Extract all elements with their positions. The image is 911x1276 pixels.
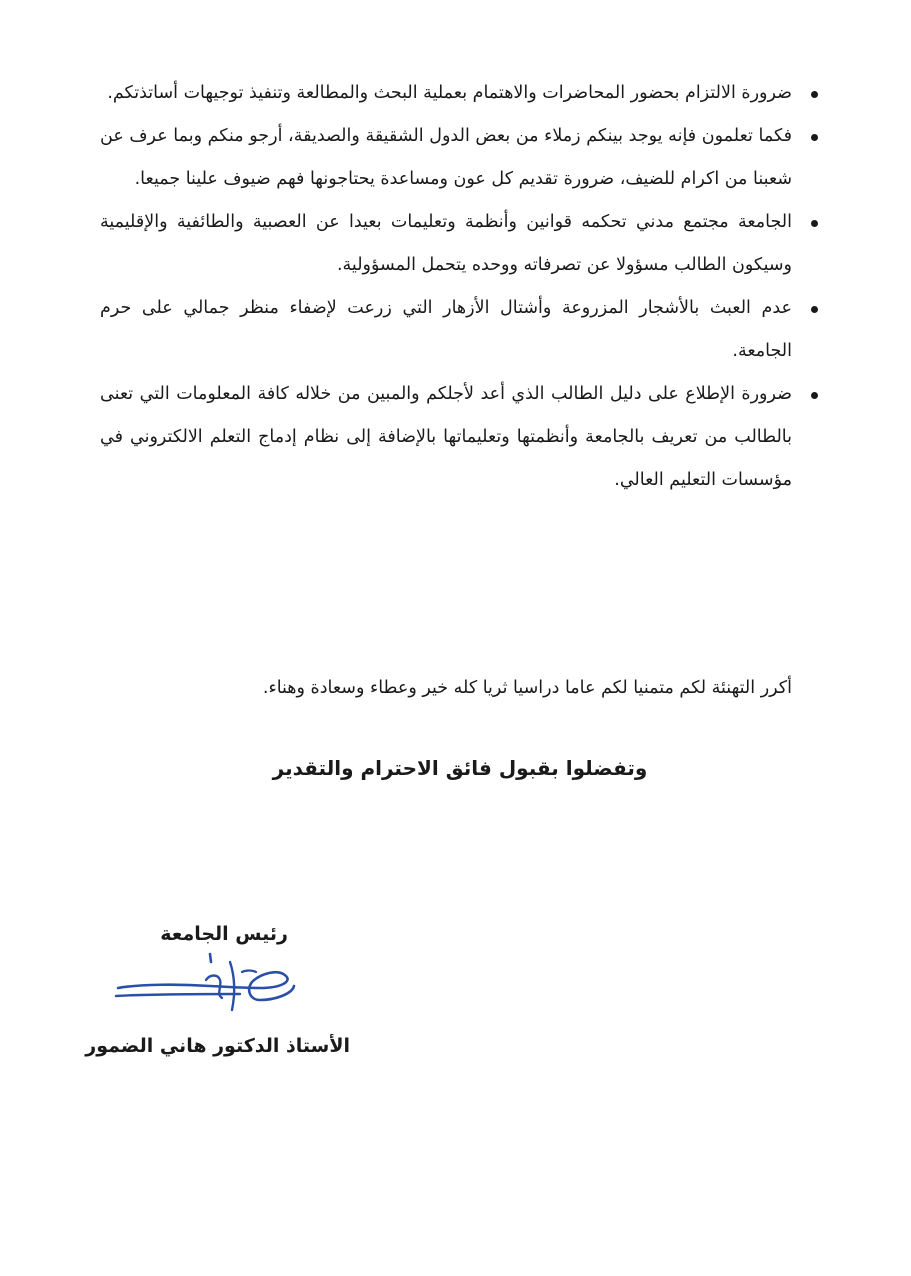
list-item <box>100 287 820 373</box>
handwritten-signature <box>110 950 300 1020</box>
list-item <box>100 115 820 201</box>
bullet-dot <box>811 134 818 141</box>
list-item-text: فكما تعلمون فإنه يوجد بينكم زملاء من بعض الدول الشقيقة والصديقة، أرجو منكم وبما عرف عن شعبنا من اكرام للضيف، ضرورة تقديم كل عون ومساعدة يحتاجونها فهم ضيوف علينا جميعا. <box>100 126 792 189</box>
bullet-dot <box>811 91 818 98</box>
bullet-dot <box>811 306 818 313</box>
list-item <box>100 373 820 502</box>
bullet-dot <box>811 220 818 227</box>
list-item-text: الجامعة مجتمع مدني تحكمه قوانين وأنظمة وتعليمات بعيدا عن العصبية والطائفية والإقليمية وسيكون الطالب مسؤولا عن تصرفاته ووحده يتحمل المسؤولية. <box>100 212 792 275</box>
list-item <box>100 72 820 115</box>
signatory-title: رئيس الجامعة <box>160 923 288 945</box>
closing-line: وتفضلوا بقبول فائق الاحترام والتقدير <box>272 756 648 780</box>
list-item <box>100 201 820 287</box>
instructions-list <box>100 72 820 502</box>
list-item-text: عدم العبث بالأشجار المزروعة وأشتال الأزهار التي زرعت لإضفاء منظر جمالي على حرم الجامعة. <box>100 298 792 361</box>
signatory-name: الأستاذ الدكتور هاني الضمور <box>85 1035 350 1057</box>
bullet-dot <box>811 392 818 399</box>
list-item-text: ضرورة الإطلاع على دليل الطالب الذي أعد لأجلكم والمبين من خلاله كافة المعلومات التي تعنى بالطالب من تعريف بالجامعة وأنظمتها وتعليماتها بالإضافة إلى نظام إدماج التعلم الالكتروني في مؤسسات التعليم العالي. <box>100 384 792 490</box>
greeting-paragraph: أكرر التهنئة لكم متمنيا لكم عاما دراسيا ثريا كله خير وعطاء وسعادة وهناء. <box>262 678 792 698</box>
list-item-text: ضرورة الالتزام بحضور المحاضرات والاهتمام بعملية البحث والمطالعة وتنفيذ توجيهات أساتذتكم. <box>107 83 792 103</box>
